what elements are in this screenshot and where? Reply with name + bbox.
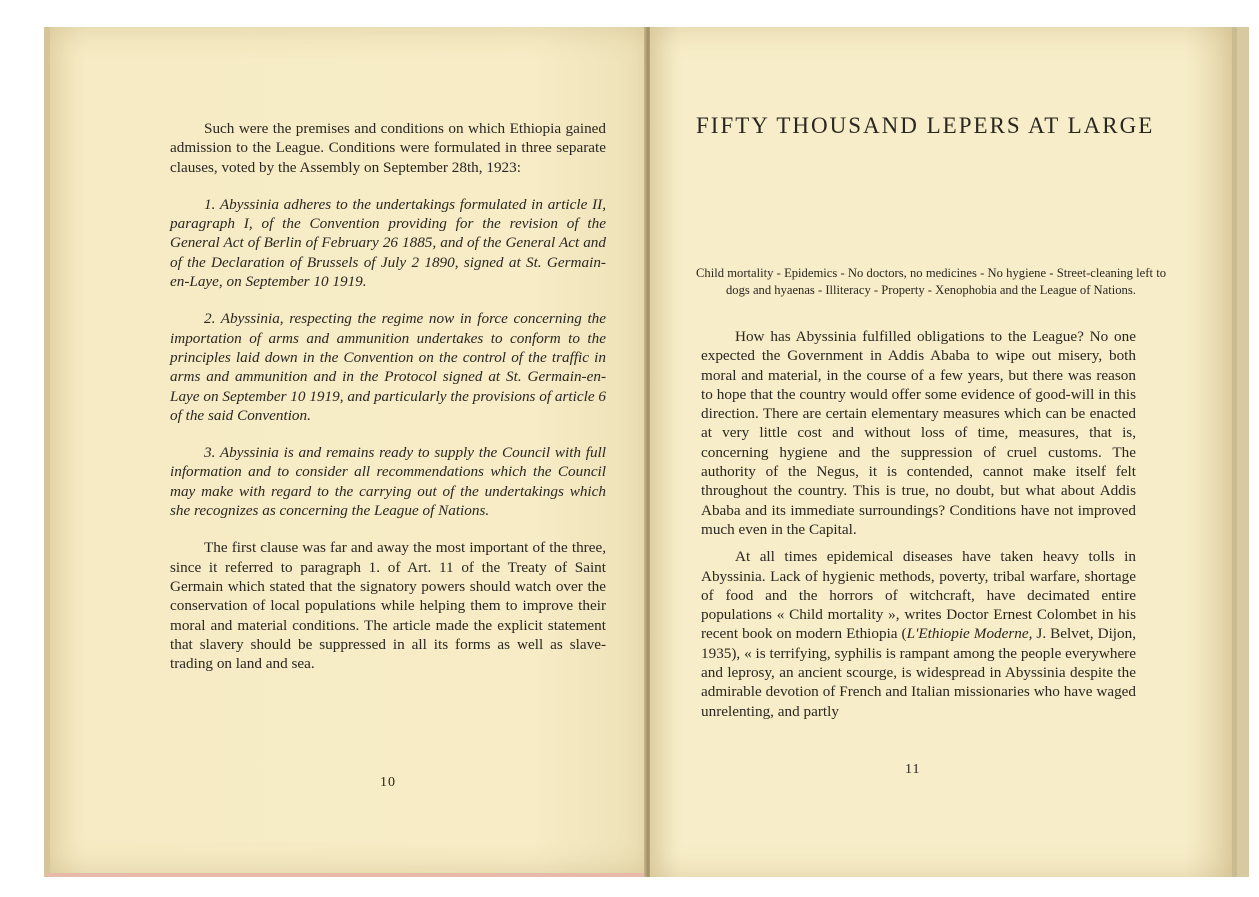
page-number-right: 11 [905,762,921,777]
paragraph-2-end: J. Belvet, Dijon, 1935), « is terrifying, syphilis is rampant among the people everywhere and leprosy, an ancient scourge, is widespread in Abyssinia despite the admirable devotion of French and Italian missionaries who have waged unrelenting, and partly [701,625,1136,720]
intro-paragraph: Such were the premises and conditions on which Ethiopia gained admission to the League. Conditions were formulated in three separate clauses, voted by the Assembly on September 28th, 1923: [170,120,606,176]
paragraph-2-start: At all times epidemical diseases have taken heavy tolls in Abyssinia. Lack of hygienic methods, poverty, tribal warfare, shortage of food and the horrors of witchcraft, have decimated entire populations « Child mortality », writes Doctor Ernest Colombet in his recent book on modern Ethiopia ( [701,548,1136,643]
chapter-title: FIFTY THOUSAND LEPERS AT LARGE [696,113,1155,138]
open-book [44,27,1249,877]
body-paragraph-2 [701,547,1136,721]
page-number-left: 10 [380,775,396,790]
clause-2: 2. Abyssinia, respecting the regime now in force concerning the importation of arms and ammunition undertakes to conform to the principles laid down in the Convention on the control of the traffic in arms and ammunition and in the Protocol signed at St. Germain-en-Laye on September 10 1919, and particularly the provisions of article 6 of the said Convention. [170,310,606,424]
clause-3: 3. Abyssinia is and remains ready to supply the Council with full information and to consider all recommendations which the Council may make with regard to the carrying out of the undertakings which she recognizes as concerning the League of Nations. [170,444,606,520]
left-page-text [170,119,606,673]
body-paragraph-1: How has Abyssinia fulfilled obligations to the League? No one expected the Government in Addis Ababa to wipe out misery, both moral and material, in the course of a few years, but there was reason to hope that the country would offer some evidence of good-will in this direction. There are certain elementary measures which can be enacted at very little cost and without loss of time, measures, that is, concerning hygiene and the suppression of cruel customs. The authority of the Negus, it is contended, cannot make itself felt throughout the country. This is true, no doubt, but what about Addis Ababa and its immediate surroundings? Conditions have not improved much even in the Capital. [701,328,1136,538]
closing-paragraph: The first clause was far and away the most important of the three, since it referred to paragraph 1. of Art. 11 of the Treaty of Saint Germain which stated that the signatory powers should watch over the conservation of local populations while helping them to improve their moral and material conditions. The article made the explicit statement that slavery should be suppressed in all its forms as well as slave-trading on land and sea. [170,539,606,673]
right-page [650,27,1237,877]
right-page-text [701,327,1136,721]
book-title: L'Ethiopie Moderne, [906,625,1033,643]
chapter-synopsis: Child mortality - Epidemics - No doctors, no medicines - No hygiene - Street-cleaning left to dogs and hyaenas - Illiteracy - Property - Xenophobia and the League of Nations. [696,266,1166,297]
clause-1: 1. Abyssinia adheres to the undertakings formulated in article II, paragraph I, of the Convention providing for the revision of the General Act of Berlin of February 26 1885, and of the General Act and of the Declaration of Brussels of July 2 1890, signed at St. Germain-en-Laye, on September 10 1919. [170,195,606,291]
left-page [44,27,652,877]
